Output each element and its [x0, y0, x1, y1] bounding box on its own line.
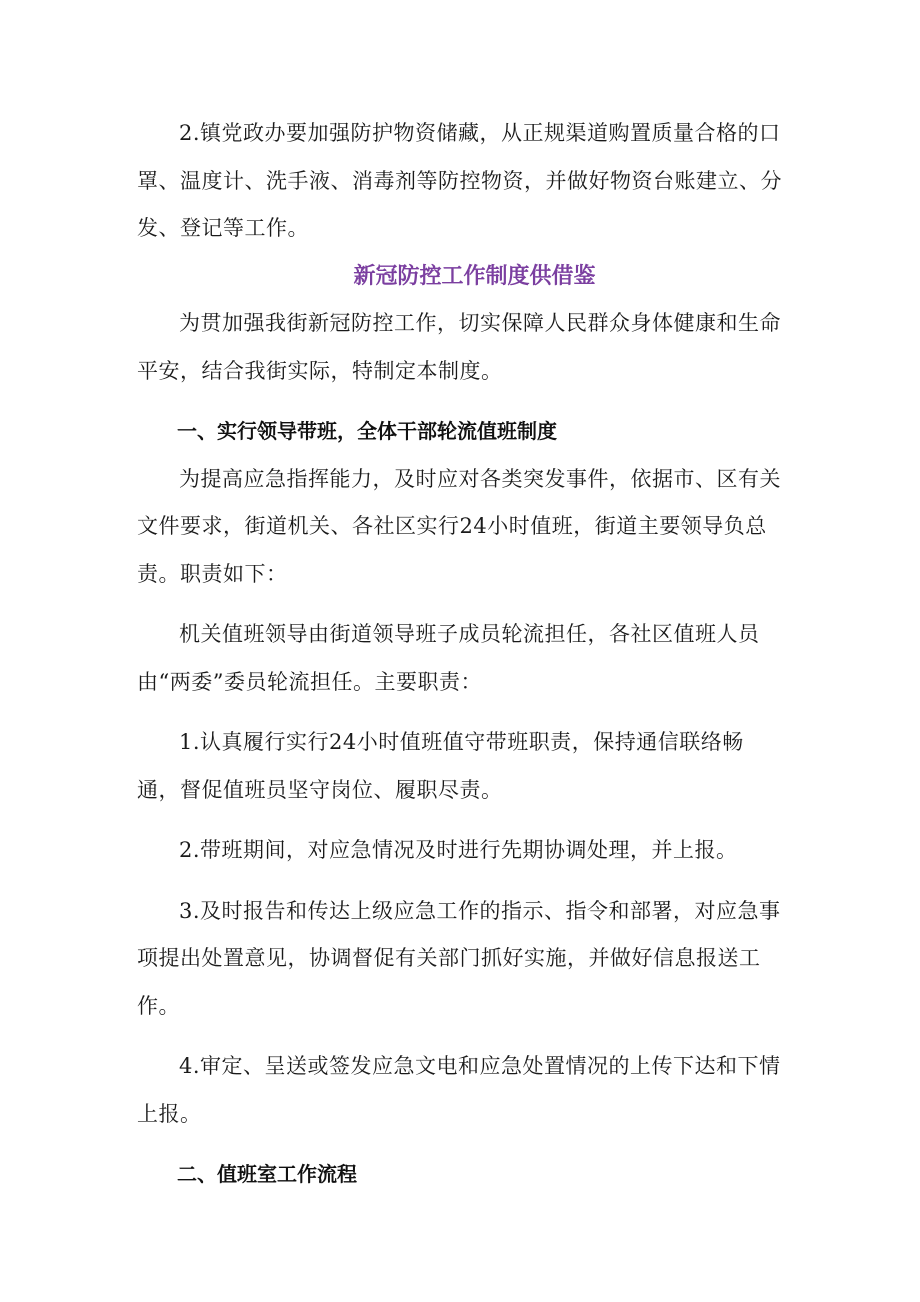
intro-item-paragraph: 2.镇党政办要加强防护物资储藏，从正规渠道购置质量合格的口罩、温度计、洗手液、消毒剂等防控物资，并做好物资台账建立、分发、登记等工作。: [137, 121, 782, 240]
duty-item-4: 4.审定、呈送或签发应急文电和应急处置情况的上传下达和下情上报。: [137, 1054, 781, 1126]
spacer: [137, 706, 782, 719]
section-heading-1: 一、实行领导带班，全体干部轮流值班制度: [177, 419, 557, 443]
section-heading-2: 二、值班室工作流程: [177, 1162, 357, 1186]
preface-paragraph: 为贯加强我街新冠防控工作，切实保障人民群众身体健康和生命平安，结合我街实际，特制定本制度。: [137, 311, 781, 383]
duty-item-2: 2.带班期间，对应急情况及时进行先期协调处理，并上报。: [179, 838, 738, 862]
duty-item-3: 3.及时报告和传达上级应急工作的指示、指令和部署，对应急事项提出处置意见，协调督促有关部门抓好实施，并做好信息报送工作。: [137, 898, 781, 1018]
spacer: [137, 598, 782, 611]
spacer: [137, 395, 782, 408]
spacer: [137, 1030, 782, 1043]
spacer: [137, 1138, 782, 1151]
document-title: 新冠防控工作制度供借鉴: [353, 263, 596, 289]
section1-paragraph-2: 机关值班领导由街道领导班子成员轮流担任，各社区值班人员由“两委”委员轮流担任。主要职责：: [137, 622, 760, 694]
duty-item-1: 1.认真履行实行24小时值班值守带班职责，保持通信联络畅通，督促值班员坚守岗位、履职尽责。: [137, 730, 744, 802]
spacer: [137, 814, 782, 827]
section1-paragraph-1: 为提高应急指挥能力，及时应对各类突发事件，依据市、区有关文件要求，街道机关、各社区实行24小时值班，街道主要领导负总责。职责如下：: [137, 466, 781, 586]
document-body: [137, 110, 782, 1199]
spacer: [137, 875, 782, 888]
